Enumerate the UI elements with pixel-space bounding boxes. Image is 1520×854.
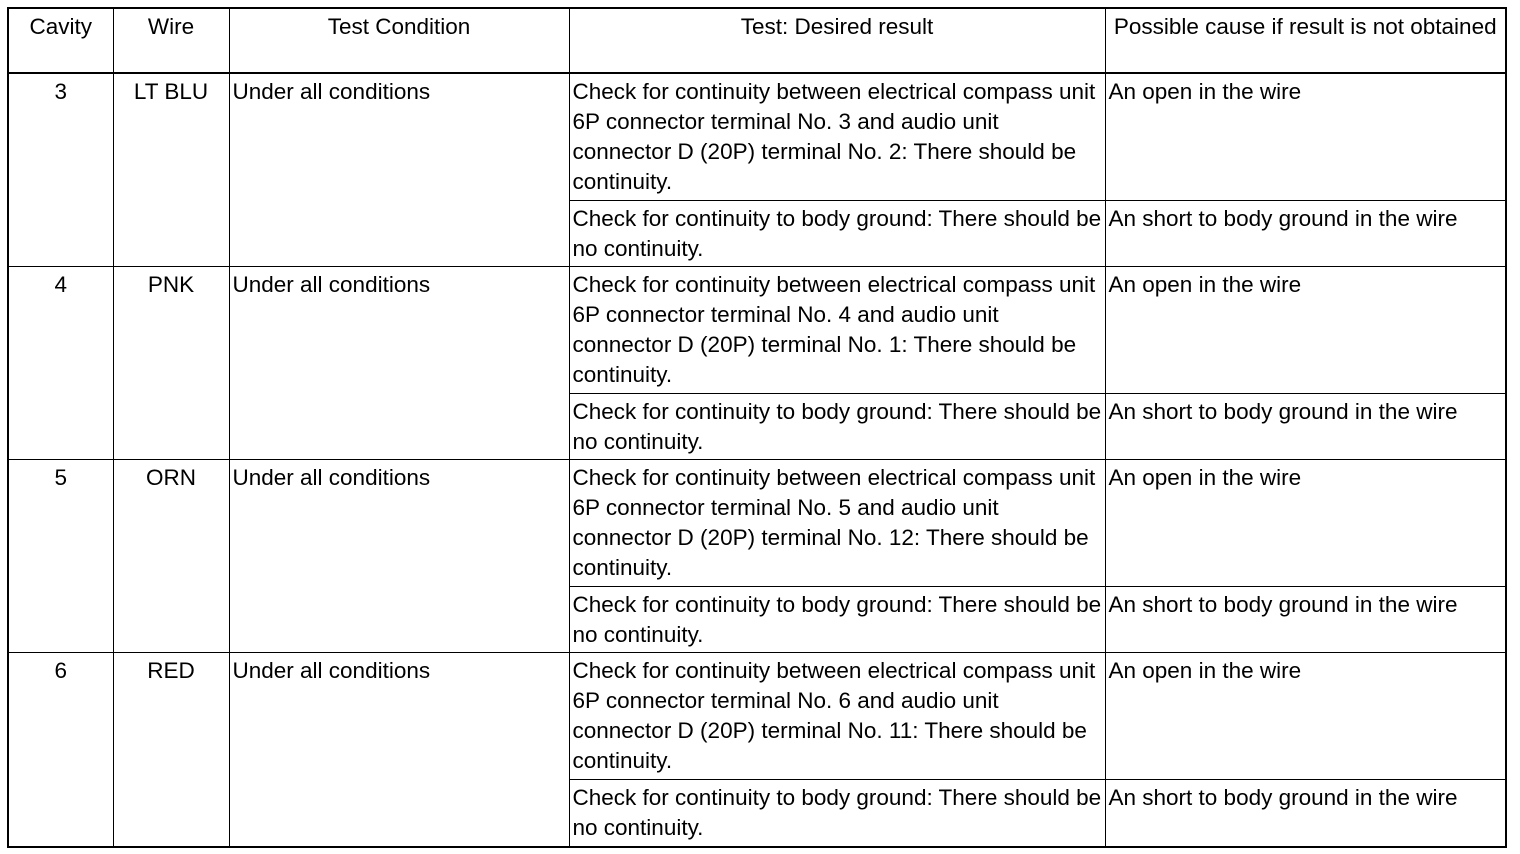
- possible-cause-cell: An short to body ground in the wire: [1105, 780, 1505, 846]
- condition-cell: Under all conditions: [229, 459, 569, 652]
- header-desired-result: Test: Desired result: [569, 9, 1105, 73]
- desired-result-cell: Check for continuity between electrical compass unit 6P connector terminal No. 3 and audio unit connector D (20P) terminal No. 2: There should be continuity.: [569, 73, 1105, 200]
- desired-result-cell: Check for continuity to body ground: There should be no continuity.: [569, 393, 1105, 459]
- test-table: [9, 9, 1505, 846]
- possible-cause-cell: An open in the wire: [1105, 653, 1505, 780]
- table-row: [9, 653, 1505, 780]
- wire-cell: ORN: [113, 459, 229, 652]
- table-row: [9, 266, 1505, 393]
- cavity-cell: 6: [9, 653, 113, 846]
- header-cavity: Cavity: [9, 9, 113, 73]
- cavity-cell: 5: [9, 459, 113, 652]
- condition-cell: Under all conditions: [229, 653, 569, 846]
- possible-cause-cell: An short to body ground in the wire: [1105, 200, 1505, 266]
- header-row: [9, 9, 1505, 73]
- desired-result-cell: Check for continuity to body ground: There should be no continuity.: [569, 780, 1105, 846]
- possible-cause-cell: An open in the wire: [1105, 459, 1505, 586]
- desired-result-cell: Check for continuity between electrical compass unit 6P connector terminal No. 5 and audio unit connector D (20P) terminal No. 12: There should be continuity.: [569, 459, 1105, 586]
- possible-cause-cell: An open in the wire: [1105, 73, 1505, 200]
- desired-result-cell: Check for continuity to body ground: There should be no continuity.: [569, 200, 1105, 266]
- wire-cell: RED: [113, 653, 229, 846]
- desired-result-cell: Check for continuity between electrical compass unit 6P connector terminal No. 4 and audio unit connector D (20P) terminal No. 1: There should be continuity.: [569, 266, 1105, 393]
- table-row: [9, 459, 1505, 586]
- possible-cause-cell: An short to body ground in the wire: [1105, 393, 1505, 459]
- cavity-cell: 3: [9, 73, 113, 266]
- desired-result-cell: Check for continuity to body ground: There should be no continuity.: [569, 587, 1105, 653]
- header-wire: Wire: [113, 9, 229, 73]
- condition-cell: Under all conditions: [229, 266, 569, 459]
- possible-cause-cell: An short to body ground in the wire: [1105, 587, 1505, 653]
- wire-test-table: [7, 7, 1507, 848]
- wire-cell: LT BLU: [113, 73, 229, 266]
- wire-cell: PNK: [113, 266, 229, 459]
- condition-cell: Under all conditions: [229, 73, 569, 266]
- possible-cause-cell: An open in the wire: [1105, 266, 1505, 393]
- cavity-cell: 4: [9, 266, 113, 459]
- desired-result-cell: Check for continuity between electrical compass unit 6P connector terminal No. 6 and audio unit connector D (20P) terminal No. 11: There should be continuity.: [569, 653, 1105, 780]
- header-possible-cause: Possible cause if result is not obtained: [1105, 9, 1505, 73]
- table-row: [9, 73, 1505, 200]
- header-test-condition: Test Condition: [229, 9, 569, 73]
